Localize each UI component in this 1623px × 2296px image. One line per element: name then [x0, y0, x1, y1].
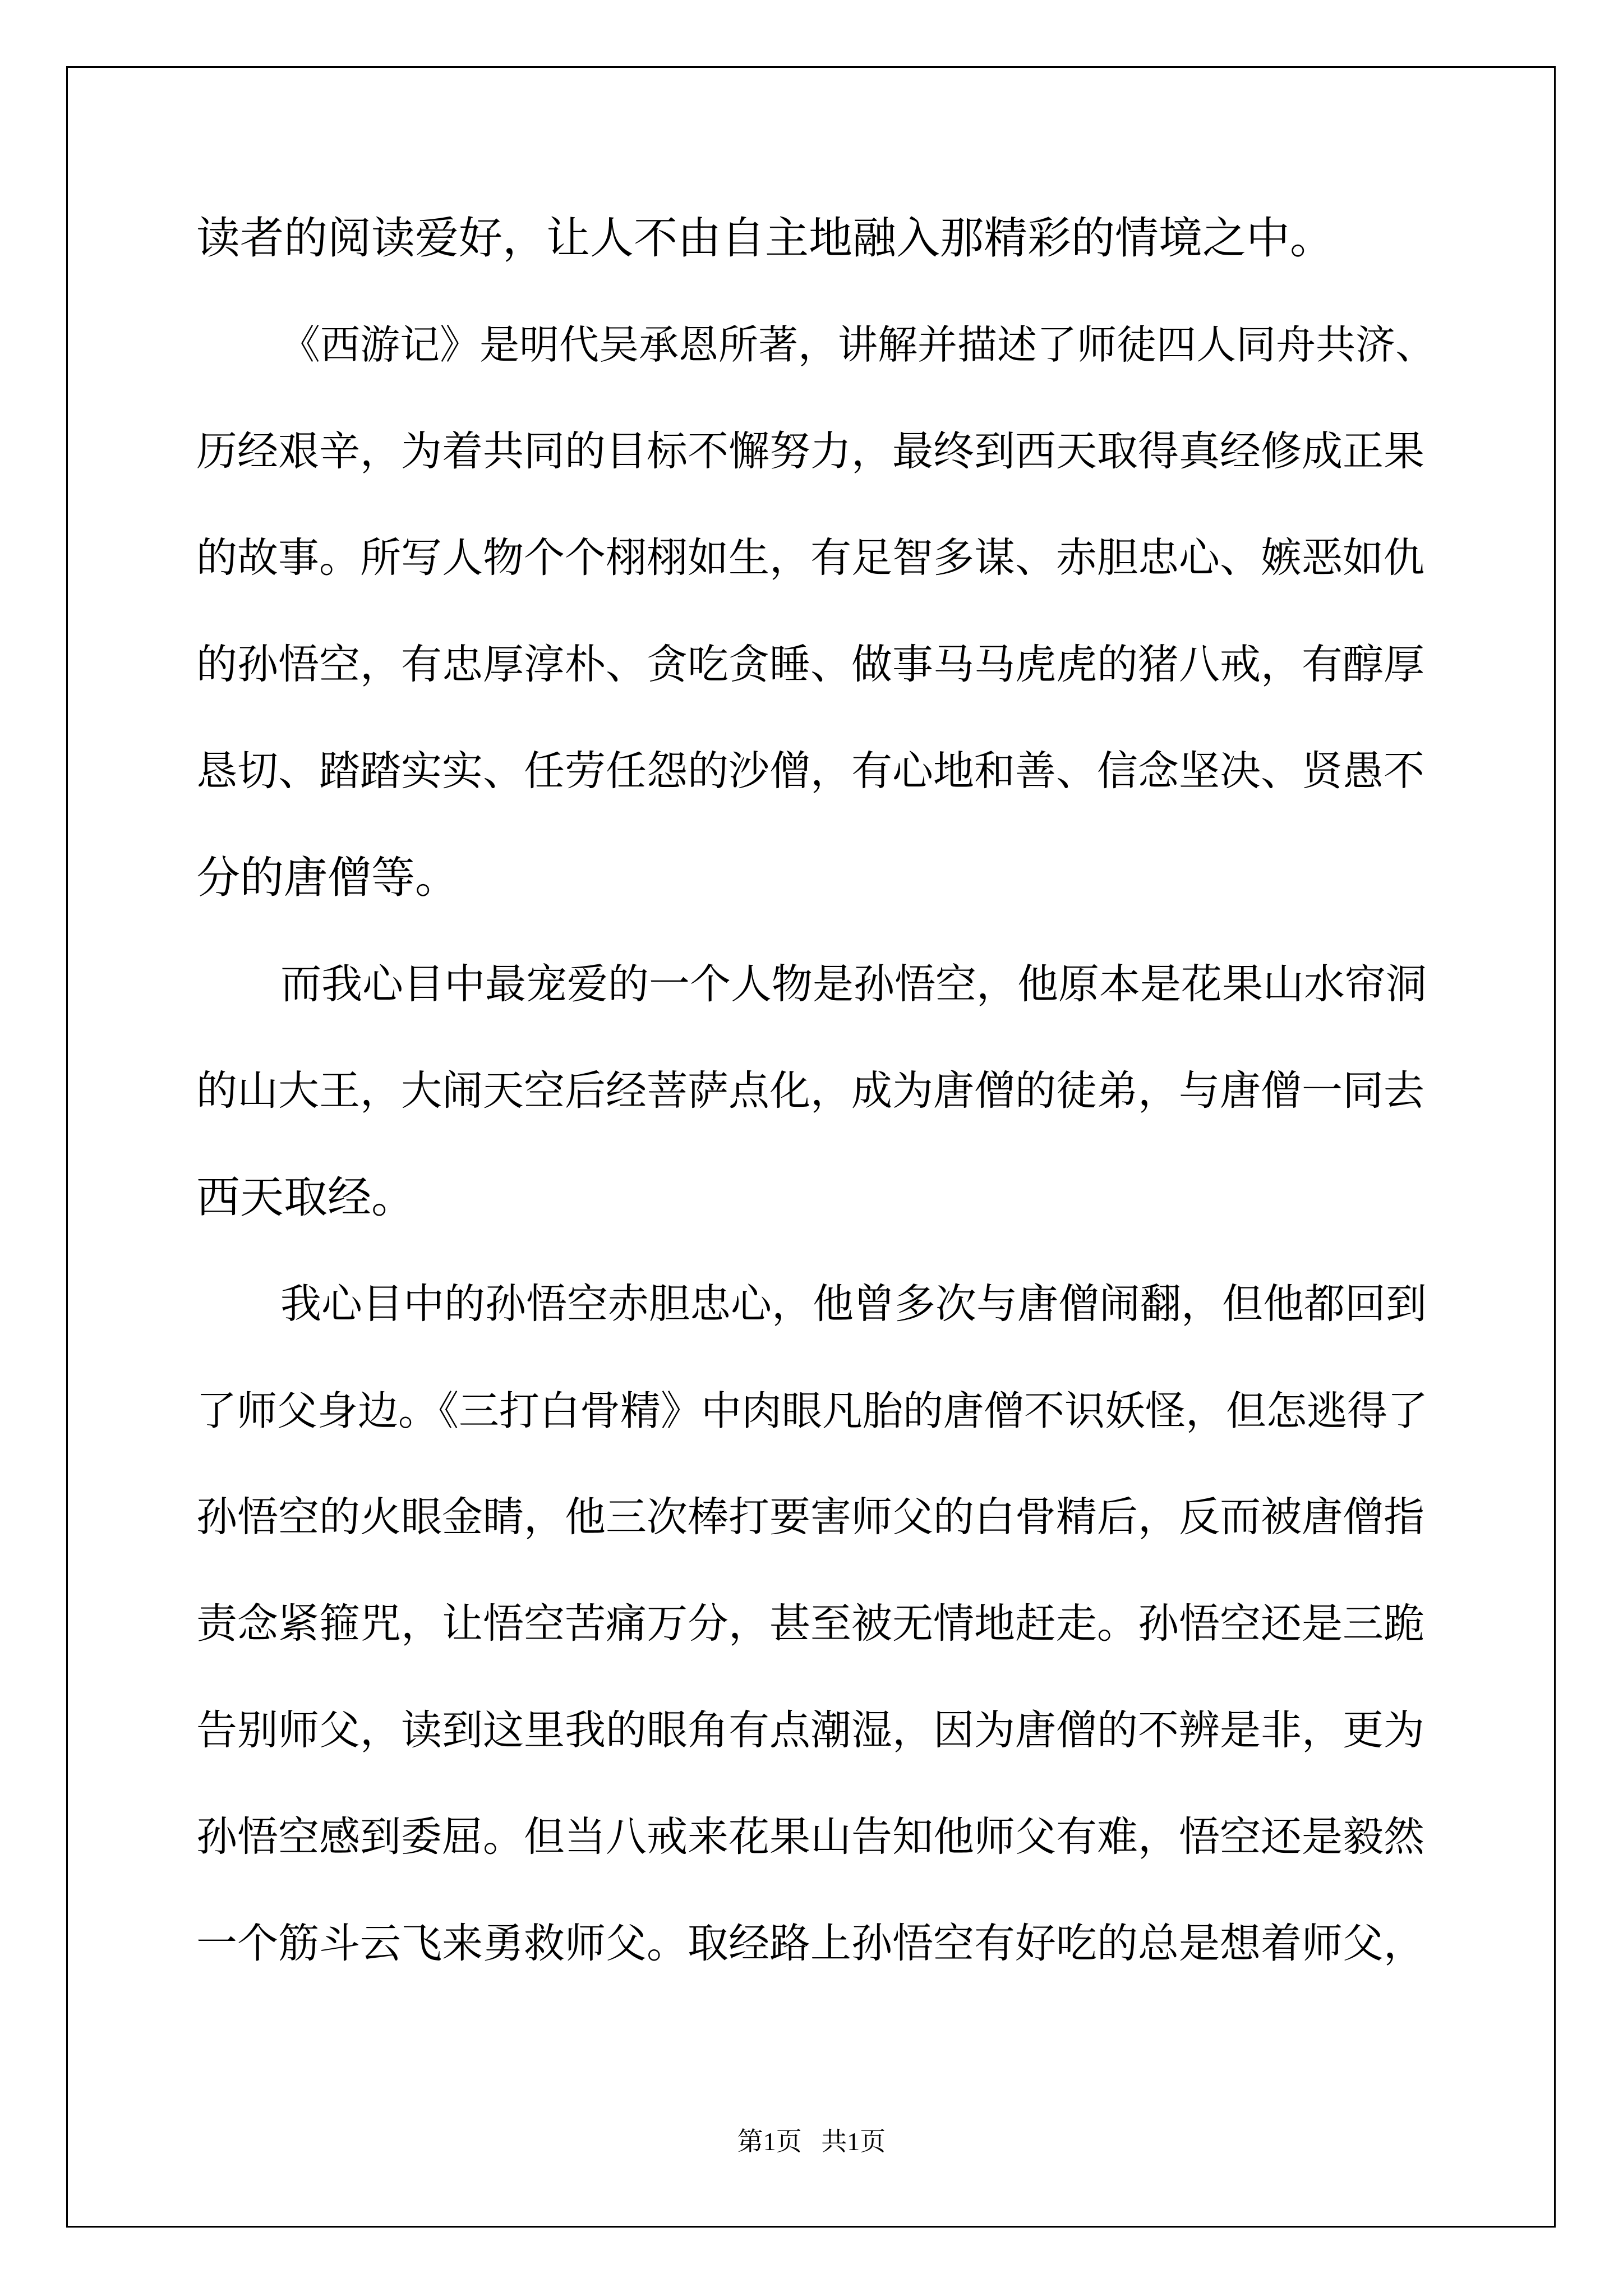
text-line: 孙悟空的火眼金睛，他三次棒打要害师父的白骨精后，反而被唐僧指: [196, 1493, 1424, 1541]
text-line: 一个筋斗云飞来勇救师父。取经路上孙悟空有好吃的总是想着师父，: [196, 1920, 1424, 1967]
text-line: 《西游记》是明代吴承恩所著，讲解并描述了师徒四人同舟共济、: [280, 321, 1436, 368]
text-line: 而我心目中最宠爱的一个人物是孙悟空，他原本是花果山水帘洞: [280, 960, 1427, 1008]
text-line: 责念紧箍咒，让悟空苦痛万分，甚至被无情地赶走。孙悟空还是三跪: [196, 1600, 1424, 1648]
text-line: 孙悟空感到委屈。但当八戒来花果山告知他师父有难，悟空还是毅然: [196, 1813, 1424, 1861]
text-line: 读者的阅读爱好，让人不由自主地融入那精彩的情境之中。: [196, 213, 1334, 264]
text-line: 的故事。所写人物个个栩栩如生，有足智多谋、赤胆忠心、嫉恶如仇: [196, 534, 1424, 582]
document-body: [196, 213, 1436, 2028]
text-line: 告别师父，读到这里我的眼角有点潮湿，因为唐僧的不辨是非，更为: [196, 1706, 1424, 1754]
page-footer: 第1页 共1页: [737, 2127, 886, 2156]
text-line: 分的唐僧等。: [196, 853, 459, 903]
text-line: 的孙悟空，有忠厚淳朴、贪吃贪睡、做事马马虎虎的猪八戒，有醇厚: [196, 641, 1424, 688]
text-line: 了师父身边。《三打白骨精》中肉眼凡胎的唐僧不识妖怪，但怎逃得了: [196, 1387, 1428, 1434]
text-line: 西天取经。: [196, 1172, 416, 1223]
text-line: 我心目中的孙悟空赤胆忠心，他曾多次与唐僧闹翻，但他都回到: [280, 1280, 1427, 1328]
text-line: 的山大王，大闹天空后经菩萨点化，成为唐僧的徒弟，与唐僧一同去: [196, 1067, 1424, 1115]
text-line: 恳切、踏踏实实、任劳任怨的沙僧，有心地和善、信念坚决、贤愚不: [196, 747, 1424, 795]
text-line: 历经艰辛，为着共同的目标不懈努力，最终到西天取得真经修成正果: [196, 427, 1424, 475]
